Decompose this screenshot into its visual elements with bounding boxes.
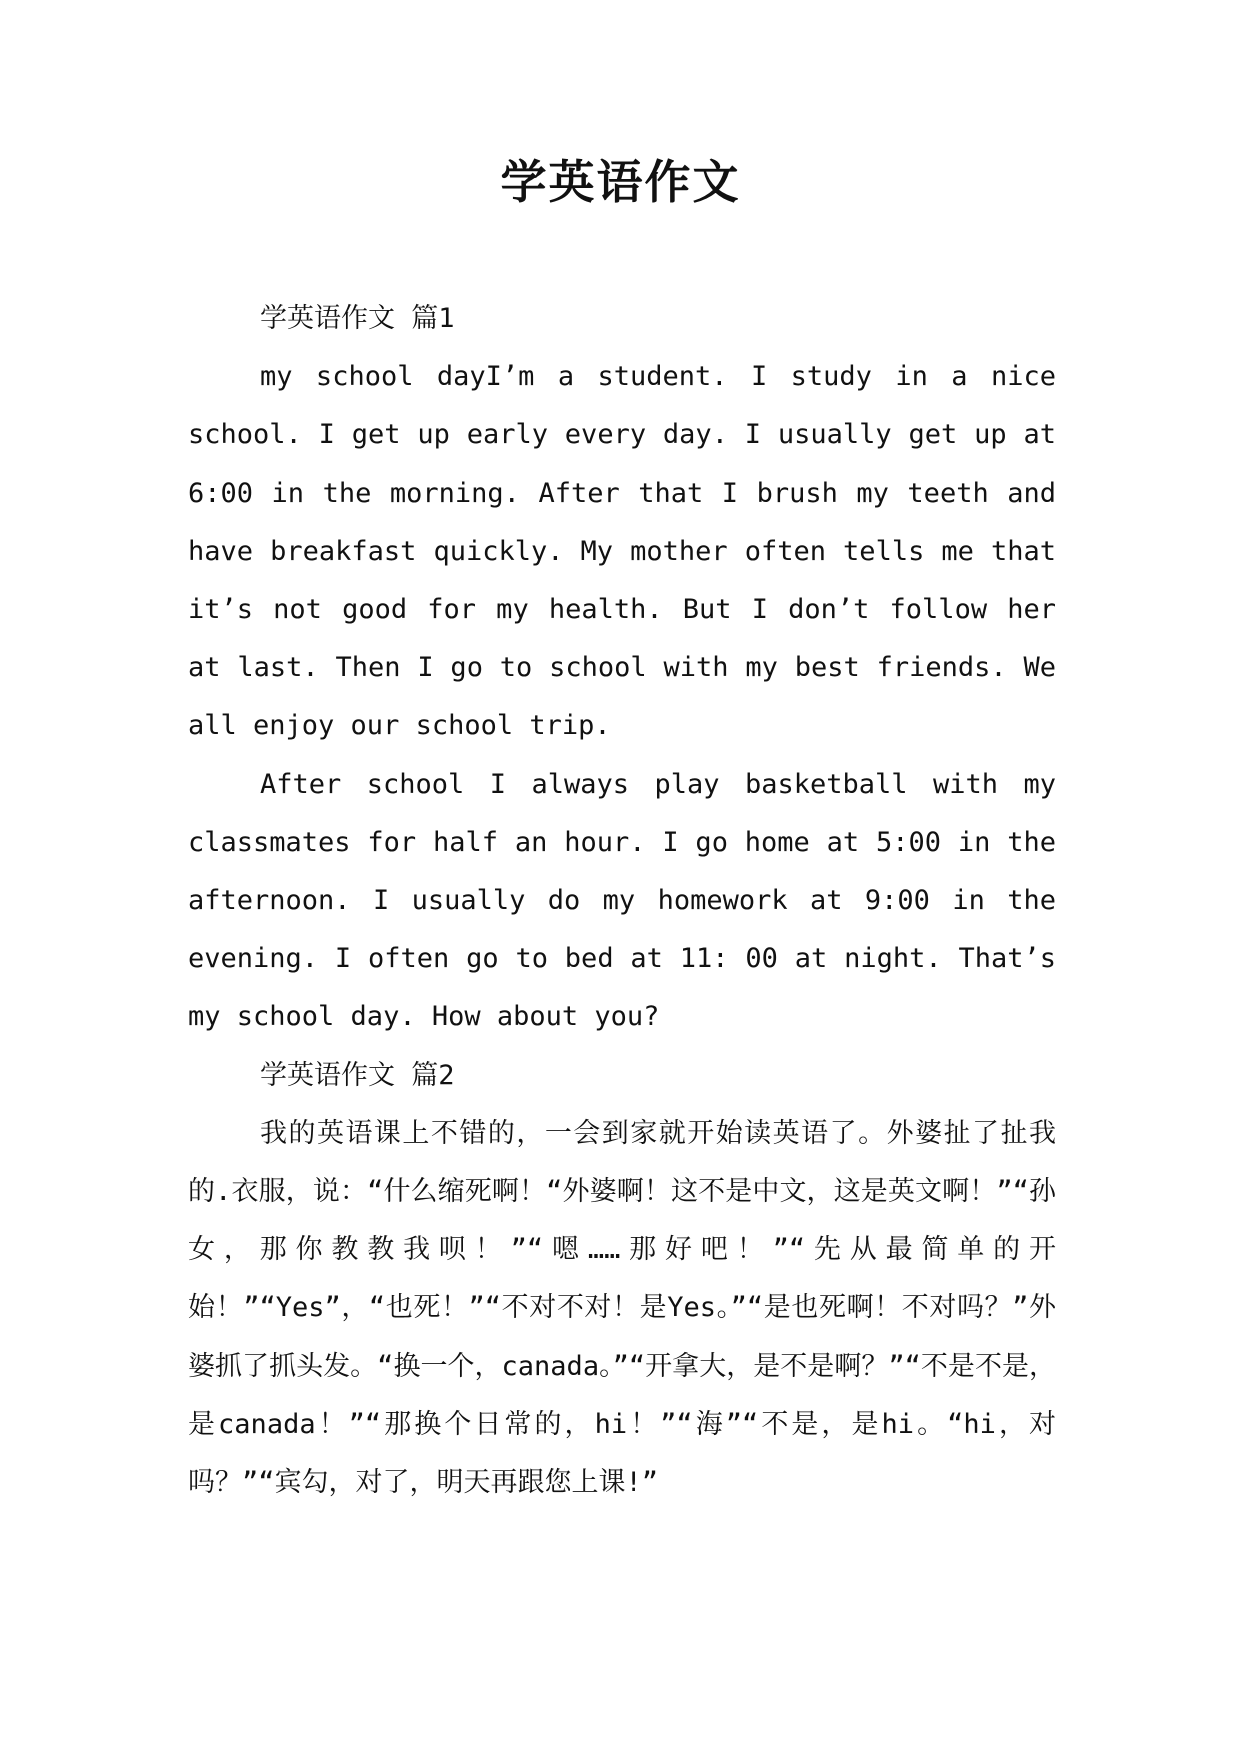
section-heading-2: 学英语作文 篇2	[260, 1059, 455, 1091]
paragraph-2: After school I always play basketball with my classmates for half an hour. I go home at 5:00 in the afternoon. I usually do my homework at 9:00 in the evening. I often go to bed at 11: 00 at night. That’s my school day. How about you?	[188, 768, 1056, 1033]
paragraph-3: 我的英语课上不错的，一会到家就开始读英语了。外婆扯了扯我的.衣服，说：“什么缩死啊！“外婆啊！这不是中文，这是英文啊！”“孙女，那你教教我呗！”“嗯……那好吧！”“先从最简单的开始！”“Yes”，“也死！”“不对不对！是Yes。”“是也死啊！不对吗？”外婆抓了抓头发。“换一个，canada。”“开拿大，是不是啊？”“不是不是，是canada！”“那换个日常的，hi！”“海”“不是，是hi。“hi，对吗？”“宾勾，对了，明天再跟您上课!”	[188, 1117, 1057, 1499]
document-title: 学英语作文	[500, 155, 741, 209]
section-heading-1: 学英语作文 篇1	[260, 303, 455, 334]
document-body	[188, 290, 1056, 1512]
paragraph-1: my school dayI’m a student. I study in a nice school. I get up early every day. I usually get up at 6:00 in the morning. After that I brush my teeth and have breakfast quickly. My mother often tells me that it’s not good for my health. But I don’t follow her at last. Then I go to school with my best friends. We all enjoy our school trip.	[188, 361, 1056, 742]
